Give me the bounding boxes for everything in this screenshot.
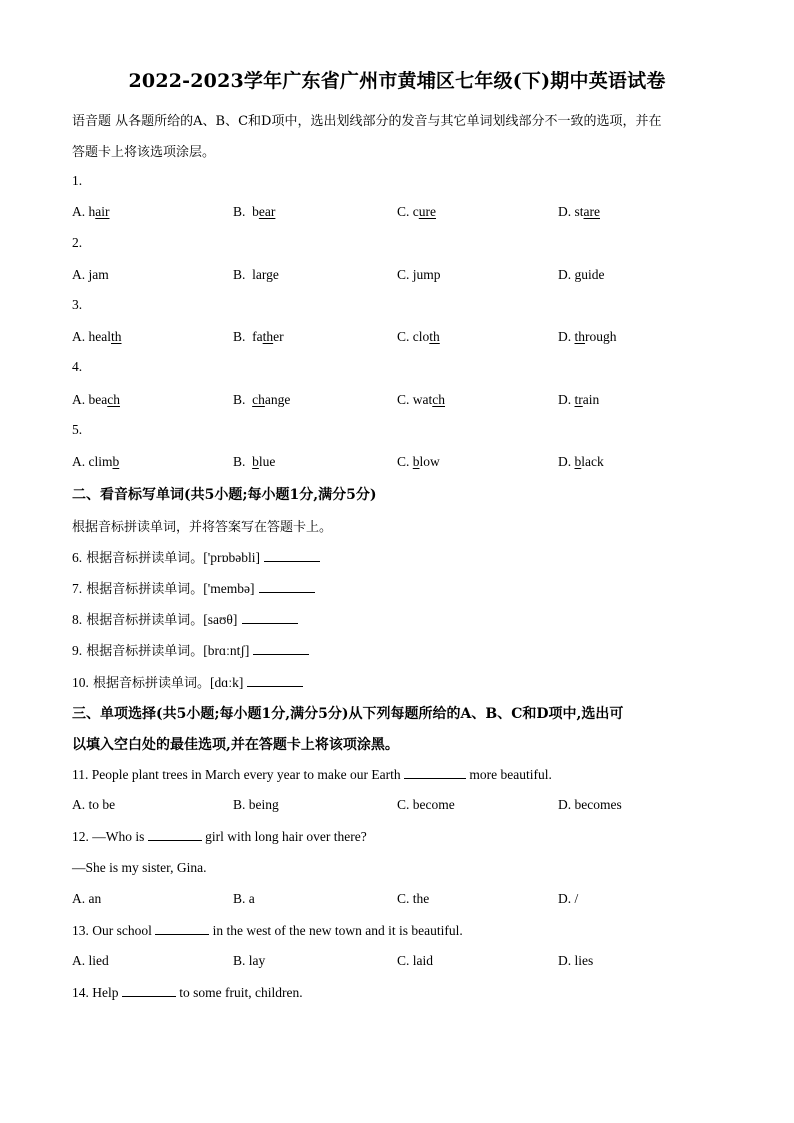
option-b[interactable]: B. change <box>233 392 291 407</box>
answer-blank[interactable] <box>264 549 320 562</box>
option-b[interactable]: B. blue <box>233 454 276 469</box>
option-a[interactable]: A. jam <box>72 267 109 282</box>
option-d[interactable]: D. guide <box>558 267 605 282</box>
question-number: 3. <box>72 297 83 312</box>
option-c[interactable]: C. cloth <box>397 329 440 344</box>
section3-heading-line1: 三、单项选择(共5小题;每小题1分,满分5分)从下列每题所给的A、B、C和D项中,选出可 <box>72 706 624 722</box>
option-row <box>72 267 732 285</box>
option-b[interactable]: B. lay <box>233 953 266 968</box>
page-title: 2022-2023学年广东省广州市黄埔区七年级(下)期中英语试卷 <box>128 70 666 92</box>
option-b[interactable]: B. being <box>233 797 279 812</box>
option-a[interactable]: A. an <box>72 891 102 906</box>
section3-heading-line2: 以填入空白处的最佳选项,并在答题卡上将该项涂黑。 <box>72 737 399 753</box>
option-d[interactable]: D. lies <box>558 953 594 968</box>
answer-blank[interactable] <box>242 611 298 624</box>
option-c[interactable]: C. become <box>397 797 455 812</box>
question-number: 5. <box>72 422 83 437</box>
option-d[interactable]: D. black <box>558 454 604 469</box>
phonetic-item: 8. 根据音标拼读单词。[saʊθ] <box>72 609 298 628</box>
phonetic-item: 7. 根据音标拼读单词。['membə] <box>72 578 315 597</box>
question-number: 2. <box>72 235 83 250</box>
question-13: 13. Our school in the west of the new town and it is beautiful. <box>72 923 463 938</box>
answer-blank[interactable] <box>259 580 315 593</box>
option-b[interactable]: B. father <box>233 329 284 344</box>
answer-blank[interactable] <box>122 984 176 997</box>
option-row <box>72 392 732 410</box>
answer-blank[interactable] <box>253 642 309 655</box>
option-b[interactable]: B. large <box>233 267 279 282</box>
option-d[interactable]: D. through <box>558 329 617 344</box>
question-11: 11. People plant trees in March every year to make our Earth more beautiful. <box>72 767 552 782</box>
option-c[interactable]: C. blow <box>397 454 440 469</box>
question-14: 14. Help to some fruit, children. <box>72 985 303 1000</box>
option-c[interactable]: C. jump <box>397 267 441 282</box>
option-row <box>72 204 732 222</box>
option-c[interactable]: C. the <box>397 891 430 906</box>
section1-instruction-line1: 语音题 从各题所给的A、B、C和D项中，选出划线部分的发音与其它单词划线部分不一致的选项，并在 <box>72 114 662 129</box>
option-d[interactable]: D. / <box>558 891 579 906</box>
section2-heading: 二、看音标写单词(共5小题;每小题1分,满分5分) <box>72 487 377 503</box>
option-row <box>72 454 732 472</box>
answer-blank[interactable] <box>247 674 303 687</box>
option-a[interactable]: A. beach <box>72 392 120 407</box>
option-a[interactable]: A. lied <box>72 953 109 968</box>
answer-blank[interactable] <box>155 922 209 935</box>
answer-blank[interactable] <box>148 828 202 841</box>
option-b[interactable]: B. bear <box>233 204 276 219</box>
option-a[interactable]: A. climb <box>72 454 120 469</box>
question-number: 4. <box>72 359 83 374</box>
question-12-response: —She is my sister, Gina. <box>72 860 207 875</box>
section1-instruction-line2: 答题卡上将该选项涂层。 <box>72 145 216 160</box>
option-d[interactable]: D. stare <box>558 204 600 219</box>
option-row <box>72 953 732 971</box>
option-b[interactable]: B. a <box>233 891 255 906</box>
option-c[interactable]: C. cure <box>397 204 437 219</box>
option-d[interactable]: D. train <box>558 392 600 407</box>
option-c[interactable]: C. laid <box>397 953 433 968</box>
answer-blank[interactable] <box>404 766 466 779</box>
option-row <box>72 329 732 347</box>
question-number: 1. <box>72 173 83 188</box>
phonetic-item: 6. 根据音标拼读单词。['prɒbəbli] <box>72 547 320 566</box>
option-row <box>72 797 732 815</box>
question-12: 12. —Who is girl with long hair over there? <box>72 829 367 844</box>
option-a[interactable]: A. health <box>72 329 122 344</box>
option-a[interactable]: A. hair <box>72 204 110 219</box>
section2-instruction: 根据音标拼读单词，并将答案写在答题卡上。 <box>72 520 333 535</box>
option-row <box>72 891 732 909</box>
option-c[interactable]: C. watch <box>397 392 446 407</box>
phonetic-item: 9. 根据音标拼读单词。[brɑːntʃ] <box>72 640 309 659</box>
option-d[interactable]: D. becomes <box>558 797 622 812</box>
option-a[interactable]: A. to be <box>72 797 116 812</box>
phonetic-item: 10. 根据音标拼读单词。[dɑːk] <box>72 672 303 691</box>
